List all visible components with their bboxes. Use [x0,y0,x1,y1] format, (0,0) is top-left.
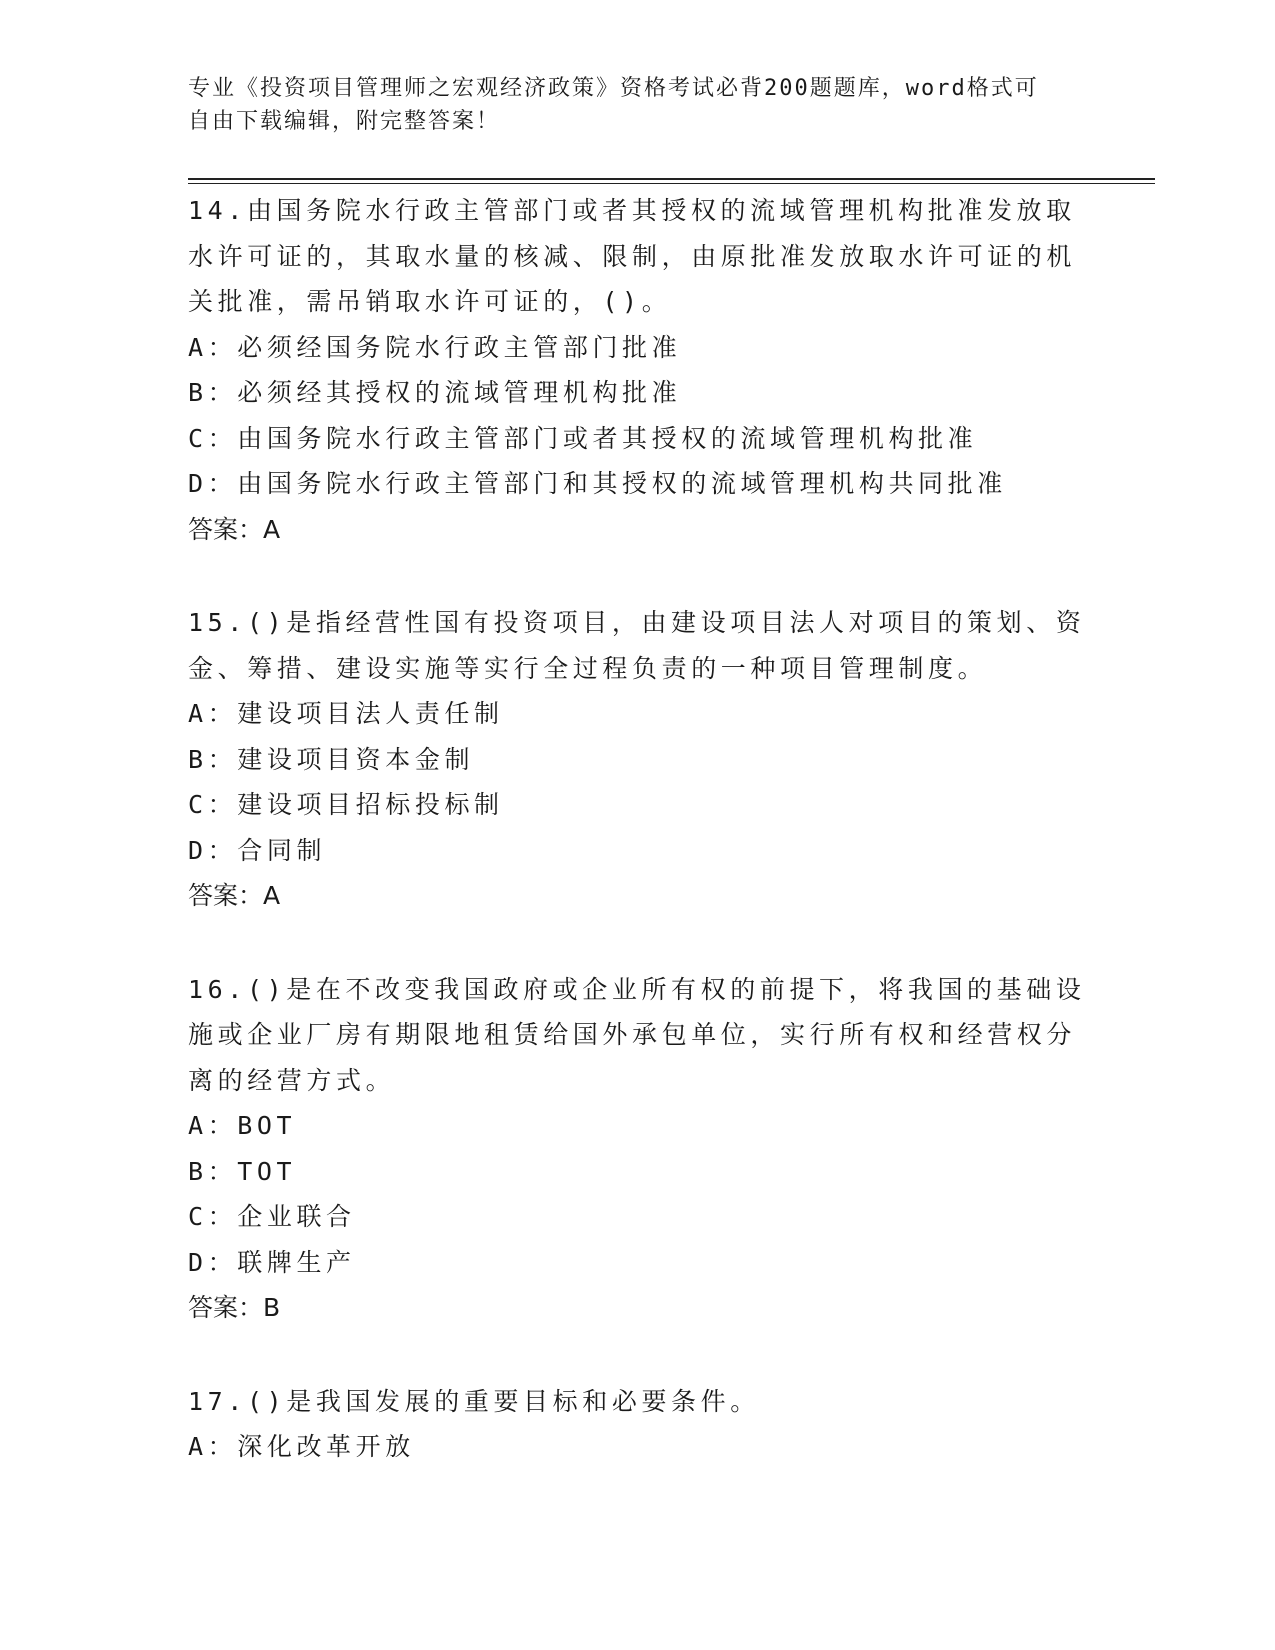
option-c: C：由国务院水行政主管部门或者其授权的流域管理机构批准 [188,423,978,453]
header-divider [188,178,1155,184]
header-line-1: 专业《投资项目管理师之宏观经济政策》资格考试必背200题题库，word格式可 [188,76,1039,101]
question-16 [188,967,1088,1331]
option-d: D：由国务院水行政主管部门和其授权的流域管理机构共同批准 [188,469,1007,498]
option-b: B：TOT [188,1156,297,1186]
option-d: D：联牌生产 [188,1247,356,1277]
question-15 [188,600,1088,919]
question-stem: 14.由国务院水行政主管部门或者其授权的流域管理机构批准发放取水许可证的，其取水量的核减、限制，由原批准发放取水许可证的机关批准，需吊销取水许可证的，()。 [188,196,1077,316]
option-a: A：深化改革开放 [188,1432,415,1461]
option-a: A：建设项目法人责任制 [188,699,504,728]
option-b: B：建设项目资本金制 [188,744,475,774]
answer: 答案：A [188,514,281,544]
header-line-2: 自由下载编辑，附完整答案！ [188,109,501,134]
answer: 答案：A [188,881,281,910]
option-a: A：BOT [188,1111,297,1140]
question-stem: 16.()是在不改变我国政府或企业所有权的前提下，将我国的基础设施或企业厂房有期限地租赁给国外承包单位，实行所有权和经营权分离的经营方式。 [188,974,1086,1095]
option-c: C：企业联合 [188,1202,356,1231]
document-header [188,72,1068,138]
option-b: B：必须经其授权的流域管理机构批准 [188,378,682,407]
option-a: A：必须经国务院水行政主管部门批准 [188,332,682,362]
question-stem: 15.()是指经营性国有投资项目，由建设项目法人对项目的策划、资金、筹措、建设实施等实行全过程负责的一种项目管理制度。 [188,608,1086,683]
question-stem: 17.()是我国发展的重要目标和必要条件。 [188,1386,760,1416]
question-17 [188,1379,1088,1470]
option-c: C：建设项目招标投标制 [188,790,504,819]
question-14 [188,188,1088,552]
answer: 答案：B [188,1293,281,1322]
option-d: D：合同制 [188,835,327,865]
question-list [188,188,1088,1518]
